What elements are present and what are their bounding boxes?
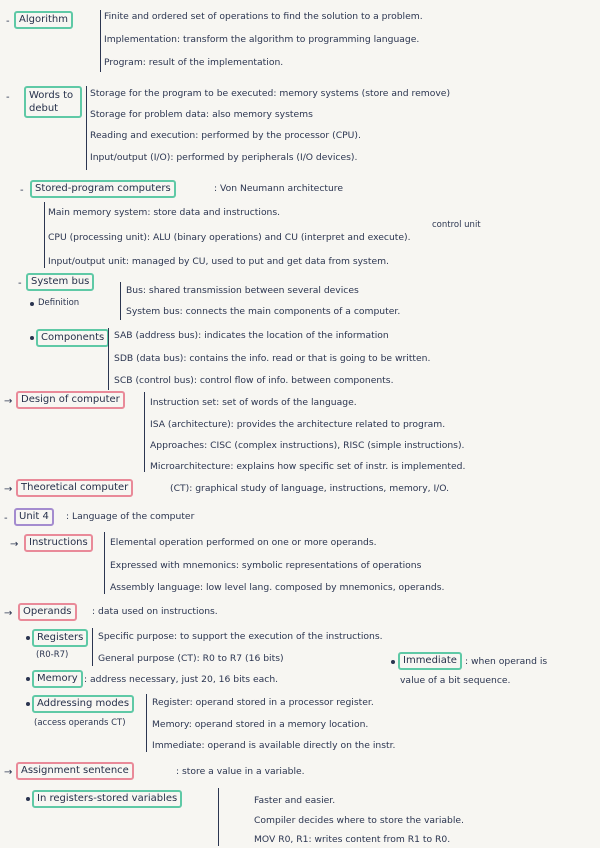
bracket-line (92, 628, 93, 666)
register-vars-line-3: MOV R0, R1: writes content from R1 to R0. (254, 834, 451, 845)
term-immediate: Immediate (398, 652, 462, 670)
bullet-dot (30, 336, 34, 340)
design-line-4: Microarchitecture: explains how specific set of instr. is implemented. (150, 461, 466, 472)
registers-sub: (R0-R7) (36, 650, 69, 660)
term-registers: Registers (32, 629, 88, 647)
theoretical-rest: (CT): graphical study of language, instructions, memory, I/O. (170, 483, 450, 494)
term-addressing-modes: Addressing modes (32, 695, 134, 713)
arrow-marker: → (4, 396, 13, 407)
immediate-line-2: value of a bit sequence. (400, 675, 511, 686)
words-line-1: Storage for the program to be executed: memory systems (store and remove) (90, 88, 451, 99)
bullet-dot (26, 677, 30, 681)
term-stored-program: Stored-program computers (30, 180, 176, 198)
arrow-marker: → (4, 608, 13, 619)
dash-marker: - (18, 278, 22, 289)
term-memory: Memory (32, 670, 83, 688)
bracket-line (108, 328, 109, 390)
components-line-3: SCB (control bus): control flow of info. between components. (114, 375, 394, 386)
term-instructions: Instructions (24, 534, 93, 552)
bullet-dot (26, 636, 30, 640)
immediate-line-1: : when operand is (465, 656, 548, 667)
addressing-line-3: Immediate: operand is available directly on the instr. (152, 740, 396, 751)
registers-line-1: Specific purpose: to support the execution of the instructions. (98, 631, 383, 642)
design-line-2: ISA (architecture): provides the architecture related to program. (150, 419, 446, 430)
term-components: Components (36, 329, 109, 347)
addressing-line-2: Memory: operand stored in a memory location. (152, 719, 369, 730)
term-assignment-sentence: Assignment sentence (16, 762, 134, 780)
dash-marker: - (6, 92, 10, 103)
term-system-bus: System bus (26, 273, 94, 291)
addressing-line-1: Register: operand stored in a processor register. (152, 697, 374, 708)
bracket-line (218, 788, 219, 846)
bracket-line (100, 10, 101, 72)
bracket-line (146, 694, 147, 752)
bullet-dot (26, 702, 30, 706)
registers-line-2: General purpose (CT): R0 to R7 (16 bits) (98, 653, 284, 664)
term-words-to-debut: Words to debut (24, 86, 82, 118)
memory-rest: : address necessary, just 20, 16 bits each. (84, 674, 279, 685)
bus-line-1: Bus: shared transmission between several devices (126, 285, 359, 296)
bracket-line (44, 202, 45, 268)
stored-line-2: CPU (processing unit): ALU (binary operations) and CU (interpret and execute). (48, 232, 411, 243)
assignment-rest: : store a value in a variable. (176, 766, 305, 777)
term-operands: Operands (18, 603, 77, 621)
words-line-3: Reading and execution: performed by the processor (CPU). (90, 130, 361, 141)
bullet-dot (26, 797, 30, 801)
components-line-1: SAB (address bus): indicates the location of the information (114, 330, 389, 341)
term-design-of-computer: Design of computer (16, 391, 125, 409)
operands-rest: : data used on instructions. (92, 606, 218, 617)
addressing-sub: (access operands CT) (34, 718, 126, 728)
bullet-dot (391, 660, 395, 664)
design-line-3: Approaches: CISC (complex instructions), RISC (simple instructions). (150, 440, 465, 451)
term-register-stored-variables: In registers-stored variables (32, 790, 182, 808)
dash-marker: - (4, 513, 8, 524)
components-line-2: SDB (data bus): contains the info. read or that is going to be written. (114, 353, 431, 364)
register-vars-line-2: Compiler decides where to store the variable. (254, 815, 464, 826)
instructions-line-2: Expressed with mnemonics: symbolic representations of operations (110, 560, 422, 571)
words-line-2: Storage for problem data: also memory systems (90, 109, 313, 120)
bracket-line (86, 86, 87, 170)
algorithm-line-1: Finite and ordered set of operations to find the solution to a problem. (104, 11, 423, 22)
stored-program-heading: : Von Neumann architecture (214, 183, 344, 194)
stored-line-3: Input/output unit: managed by CU, used to put and get data from system. (48, 256, 389, 267)
bus-line-2: System bus: connects the main components of a computer. (126, 306, 401, 317)
instructions-line-1: Elemental operation performed on one or more operands. (110, 537, 377, 548)
arrow-marker: → (4, 484, 13, 495)
words-line-4: Input/output (I/O): performed by peripherals (I/O devices). (90, 152, 358, 163)
bracket-line (104, 532, 105, 594)
design-line-1: Instruction set: set of words of the language. (150, 397, 357, 408)
bracket-line (120, 282, 121, 320)
bracket-line (144, 392, 145, 472)
algorithm-line-2: Implementation: transform the algorithm to programming language. (104, 34, 420, 45)
algorithm-line-3: Program: result of the implementation. (104, 57, 284, 68)
dash-marker: - (20, 185, 24, 196)
term-algorithm: Algorithm (14, 11, 73, 29)
register-vars-line-1: Faster and easier. (254, 795, 336, 806)
dash-marker: - (6, 16, 10, 27)
term-theoretical-computer: Theoretical computer (16, 479, 133, 497)
control-unit-note: control unit (432, 220, 481, 230)
definition-label: Definition (38, 298, 80, 308)
arrow-marker: → (10, 539, 19, 550)
stored-line-1: Main memory system: store data and instructions. (48, 207, 281, 218)
instructions-line-3: Assembly language: low level lang. composed by mnemonics, operands. (110, 582, 445, 593)
arrow-marker: → (4, 767, 13, 778)
unit4-rest: : Language of the computer (66, 511, 195, 522)
bullet-dot (30, 302, 34, 306)
term-unit-4: Unit 4 (14, 508, 54, 526)
